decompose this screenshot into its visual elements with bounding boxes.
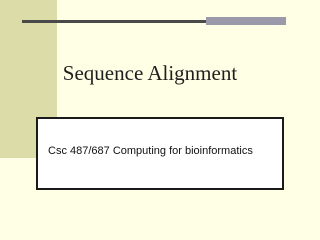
decorative-top-line-dark [22,20,206,23]
slide-subtitle: Csc 487/687 Computing for bioinformatics [48,145,253,157]
slide-title: Sequence Alignment [62,61,238,85]
decorative-top-line-light [206,17,286,25]
subtitle-box [36,117,284,190]
